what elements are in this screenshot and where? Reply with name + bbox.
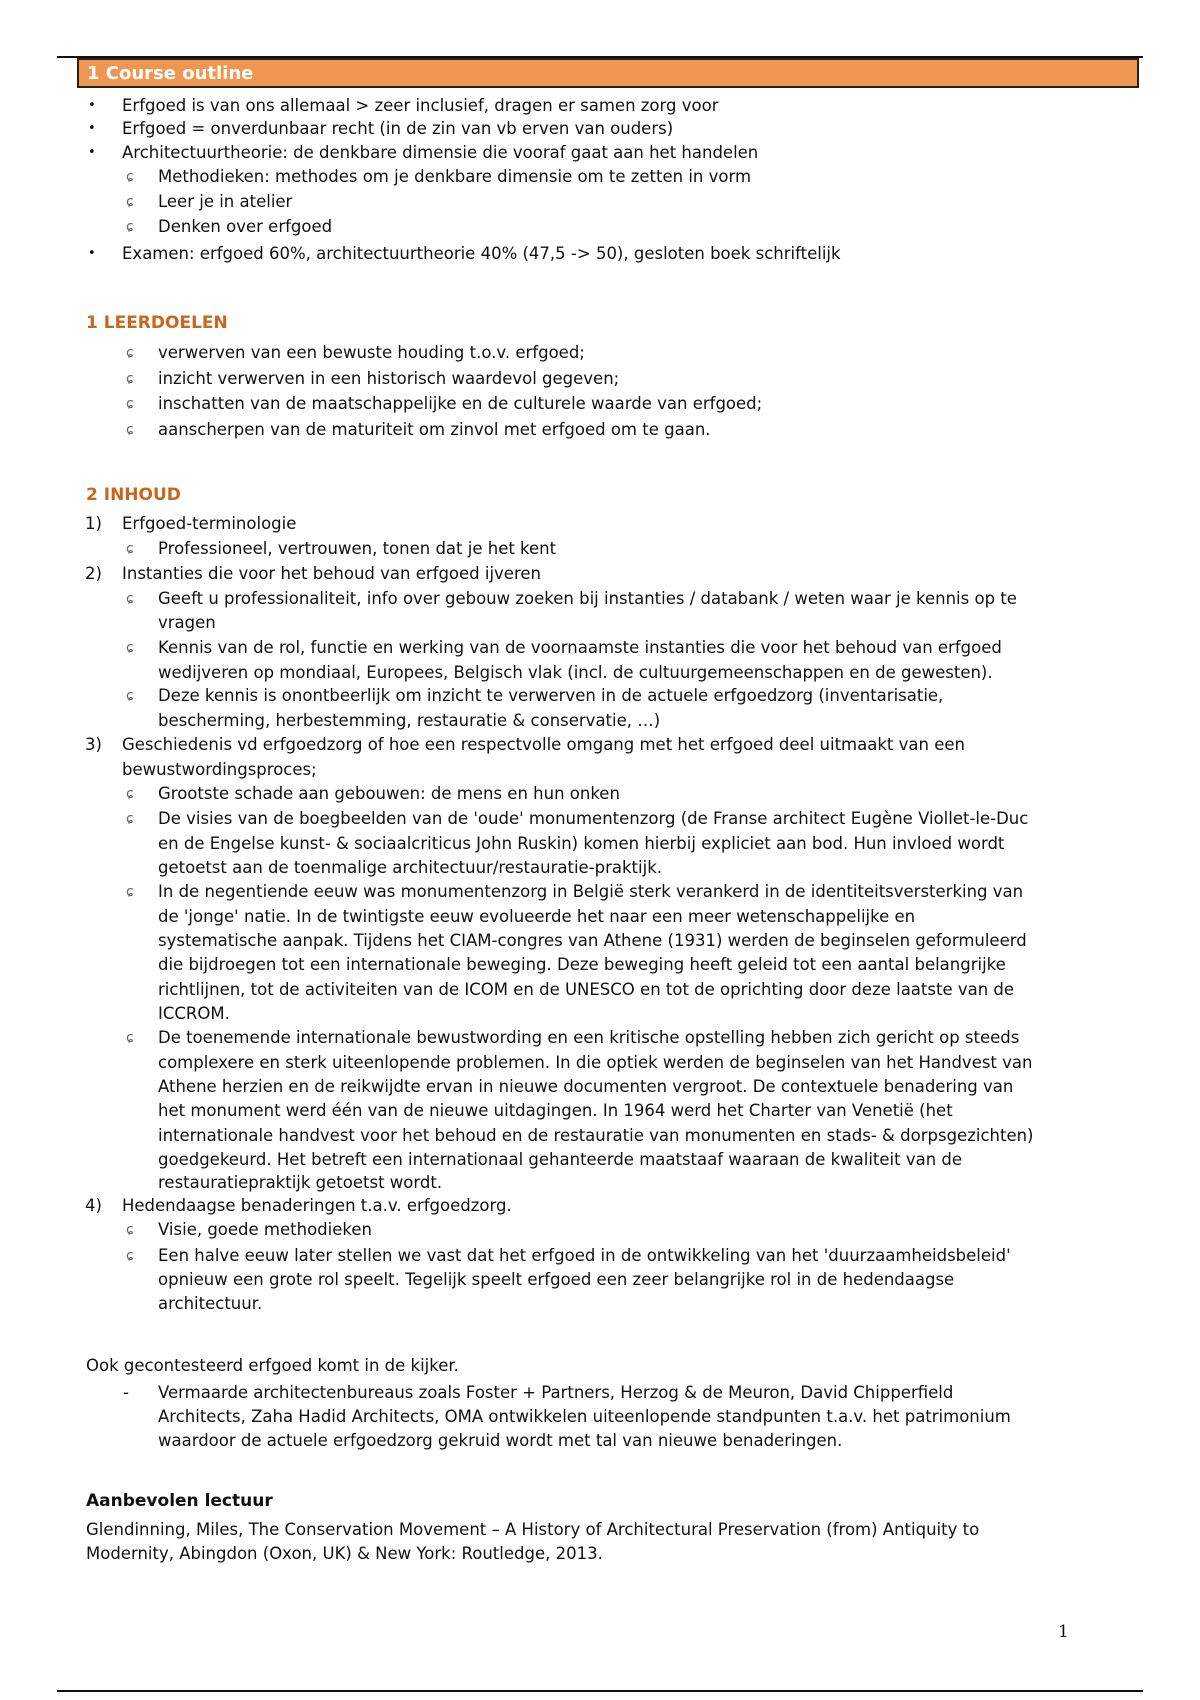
inhoud-heading: 2 INHOUD	[86, 485, 181, 505]
sub-bullet-icon: ɕ	[126, 786, 134, 802]
sub-bullet-icon: ɕ	[126, 169, 134, 185]
inhoud-item-3-sub2-line: De visies van de boegbeelden van de 'oude' monumentenzorg (de Franse architect Eugène Viollet-le-Duc	[158, 809, 1029, 828]
inhoud-item-2-sub2-line: Kennis van de rol, functie en werking van de voornaamste instanties die voor het behoud van erfgoed	[158, 638, 1002, 657]
inhoud-item-3-sub4-line: internationale handvest voor het behoud en de restauratie van monumenten en stads- & dorpsgezichten)	[158, 1126, 1034, 1145]
sub-bullet-icon: ɕ	[126, 1248, 134, 1264]
inhoud-item-3-sub3-line: de 'jonge' natie. In de twintigste eeuw evolueerde het naar een meer wetenschappelijke en	[158, 907, 916, 926]
bullet-icon: •	[88, 246, 96, 261]
reading-line: Modernity, Abingdon (Oxon, UK) & New York: Routledge, 2013.	[86, 1544, 603, 1563]
bottom-rule	[57, 1690, 1143, 1692]
sub-bullet-icon: ɕ	[126, 1030, 134, 1046]
sub-bullet-icon: ɕ	[126, 219, 134, 235]
contested-line: waardoor de actuele erfgoedzorg gekruid wordt met tal van nieuwe benaderingen.	[158, 1431, 843, 1450]
page-number: 1	[1058, 1622, 1069, 1642]
bullet-icon: •	[88, 121, 96, 136]
inhoud-item-2-sub2-line: wedijveren op mondiaal, Europees, Belgisch vlak (incl. de cultuurgemeenschappen en de gewesten).	[158, 663, 993, 682]
dash-bullet: -	[123, 1383, 129, 1402]
sub-bullet-icon: ɕ	[126, 422, 134, 438]
sub-bullet-icon: ɕ	[126, 541, 134, 557]
inhoud-item-3-sub4-line: restauratiepraktijk getoetst wordt.	[158, 1173, 443, 1192]
inhoud-item-3-title-line: bewustwordingsproces;	[122, 760, 317, 779]
sub-bullet-icon: ɕ	[126, 371, 134, 387]
inhoud-item-2-title: Instanties die voor het behoud van erfgoed ijveren	[122, 564, 541, 583]
sub-bullet-icon: ɕ	[126, 884, 134, 900]
bullet-icon: •	[88, 98, 96, 113]
sub-bullet-icon: ɕ	[126, 688, 134, 704]
item-number: 4)	[85, 1196, 102, 1215]
inhoud-item-3-sub3-line: systematische aanpak. Tijdens het CIAM-congres van Athene (1931) werden de beginselen geformuleerd	[158, 931, 1027, 950]
inhoud-item-2-sub1-line: Geeft u professionaliteit, info over gebouw zoeken bij instanties / databank / weten waar je kennis op te	[158, 589, 1017, 608]
inhoud-item-3-sub3-line: die bijdroegen tot een internationale beweging. Deze beweging heeft geleid tot een aantal belangrijke	[158, 955, 1006, 974]
inhoud-item-4-sub1: Visie, goede methodieken	[158, 1220, 372, 1239]
intro-bullet-1: Erfgoed is van ons allemaal > zeer inclusief, dragen er samen zorg voor	[122, 96, 719, 115]
inhoud-item-3-sub4-line: goedgekeurd. Het betreft een internationaal gehanteerde maatstaaf waaraan de kwaliteit van de	[158, 1150, 963, 1169]
inhoud-item-3-sub1: Grootste schade aan gebouwen: de mens en hun onken	[158, 784, 620, 803]
theory-sub-1: Methodieken: methodes om je denkbare dimensie om te zetten in vorm	[158, 167, 752, 186]
leerdoel-item: inschatten van de maatschappelijke en de culturele waarde van erfgoed;	[158, 394, 763, 413]
sub-bullet-icon: ɕ	[126, 194, 134, 210]
inhoud-item-3-sub3-line: richtlijnen, tot de activiteiten van de ICOM en de UNESCO en tot de oprichting door deze laatste van de	[158, 980, 1015, 999]
inhoud-item-3-sub3-line: ICCROM.	[158, 1004, 230, 1023]
inhoud-item-4-title: Hedendaagse benaderingen t.a.v. erfgoedzorg.	[122, 1196, 512, 1215]
item-number: 3)	[85, 735, 102, 754]
inhoud-item-2-sub3-line: bescherming, herbestemming, restauratie & conservatie, …)	[158, 711, 661, 730]
sub-bullet-icon: ɕ	[126, 345, 134, 361]
contested-lead: Ook gecontesteerd erfgoed komt in de kijker.	[86, 1356, 459, 1375]
leerdoel-item: verwerven van een bewuste houding t.o.v. erfgoed;	[158, 343, 585, 362]
intro-bullet-2: Erfgoed = onverdunbaar recht (in de zin van vb erven van ouders)	[122, 119, 674, 138]
contested-line: Vermaarde architectenbureaus zoals Foster + Partners, Herzog & de Meuron, David Chipperfield	[158, 1383, 954, 1402]
leerdoelen-heading: 1 LEERDOELEN	[86, 313, 228, 333]
inhoud-item-3-sub4-line: De toenemende internationale bewustwording en een kritische opstelling hebben zich gericht op steeds	[158, 1028, 1020, 1047]
inhoud-item-4-sub2-line: opnieuw een grote rol speelt. Tegelijk speelt erfgoed een zeer belangrijke rol in de hedendaagse	[158, 1270, 955, 1289]
inhoud-item-3-sub3-line: In de negentiende eeuw was monumentenzorg in België sterk verankerd in de identiteitsversterking van	[158, 882, 1024, 901]
sub-bullet-icon: ɕ	[126, 396, 134, 412]
section-banner	[77, 58, 1139, 88]
intro-bullet-3: Architectuurtheorie: de denkbare dimensie die vooraf gaat aan het handelen	[122, 143, 759, 162]
reading-heading: Aanbevolen lectuur	[86, 1491, 273, 1511]
leerdoel-item: inzicht verwerven in een historisch waardevol gegeven;	[158, 369, 620, 388]
inhoud-item-3-sub2-line: en de Engelse kunst- & sociaalcriticus John Ruskin) komen hierbij expliciet aan bod. Hun invloed wordt	[158, 834, 1005, 853]
inhoud-item-4-sub2-line: Een halve eeuw later stellen we vast dat het erfgoed in de ontwikkeling van het 'duurzaamheidsbeleid'	[158, 1246, 1011, 1265]
inhoud-item-2-sub1-line: vragen	[158, 613, 216, 632]
sub-bullet-icon: ɕ	[126, 591, 134, 607]
inhoud-item-3-sub4-line: complexere en sterk uiteenlopende problemen. In die optiek werden de beginselen van het Handvest van	[158, 1053, 1033, 1072]
inhoud-item-1-title: Erfgoed-terminologie	[122, 514, 297, 533]
exam-bullet: Examen: erfgoed 60%, architectuurtheorie 40% (47,5 -> 50), gesloten boek schriftelijk	[122, 244, 841, 263]
inhoud-item-3-sub4-line: Athene herzien en de reikwijdte ervan in nieuwe documenten vergroot. De contextuele benadering van	[158, 1077, 1014, 1096]
item-number: 1)	[85, 514, 102, 533]
sub-bullet-icon: ɕ	[126, 640, 134, 656]
banner-title: 1 Course outline	[87, 63, 254, 84]
sub-bullet-icon: ɕ	[126, 1222, 134, 1238]
leerdoel-item: aanscherpen van de maturiteit om zinvol met erfgoed om te gaan.	[158, 420, 711, 439]
inhoud-item-3-title-line: Geschiedenis vd erfgoedzorg of hoe een respectvolle omgang met het erfgoed deel uitmaakt van een	[122, 735, 965, 754]
item-number: 2)	[85, 564, 102, 583]
inhoud-item-1-sub: Professioneel, vertrouwen, tonen dat je het kent	[158, 539, 557, 558]
inhoud-item-2-sub3-line: Deze kennis is onontbeerlijk om inzicht te verwerven in de actuele erfgoedzorg (inventarisatie,	[158, 686, 944, 705]
theory-sub-2: Leer je in atelier	[158, 192, 293, 211]
theory-sub-3: Denken over erfgoed	[158, 217, 333, 236]
reading-line: Glendinning, Miles, The Conservation Movement – A History of Architectural Preservation (from) Antiquity to	[86, 1520, 980, 1539]
contested-line: Architects, Zaha Hadid Architects, OMA ontwikkelen uiteenlopende standpunten t.a.v. het patrimonium	[158, 1407, 1011, 1426]
inhoud-item-4-sub2-line: architectuur.	[158, 1294, 263, 1313]
bullet-icon: •	[88, 145, 96, 160]
sub-bullet-icon: ɕ	[126, 811, 134, 827]
inhoud-item-3-sub2-line: getoetst aan de toenmalige architectuur/restauratie-praktijk.	[158, 858, 662, 877]
inhoud-item-3-sub4-line: het monument werd één van de nieuwe uitdagingen. In 1964 werd het Charter van Venetië (het	[158, 1101, 953, 1120]
